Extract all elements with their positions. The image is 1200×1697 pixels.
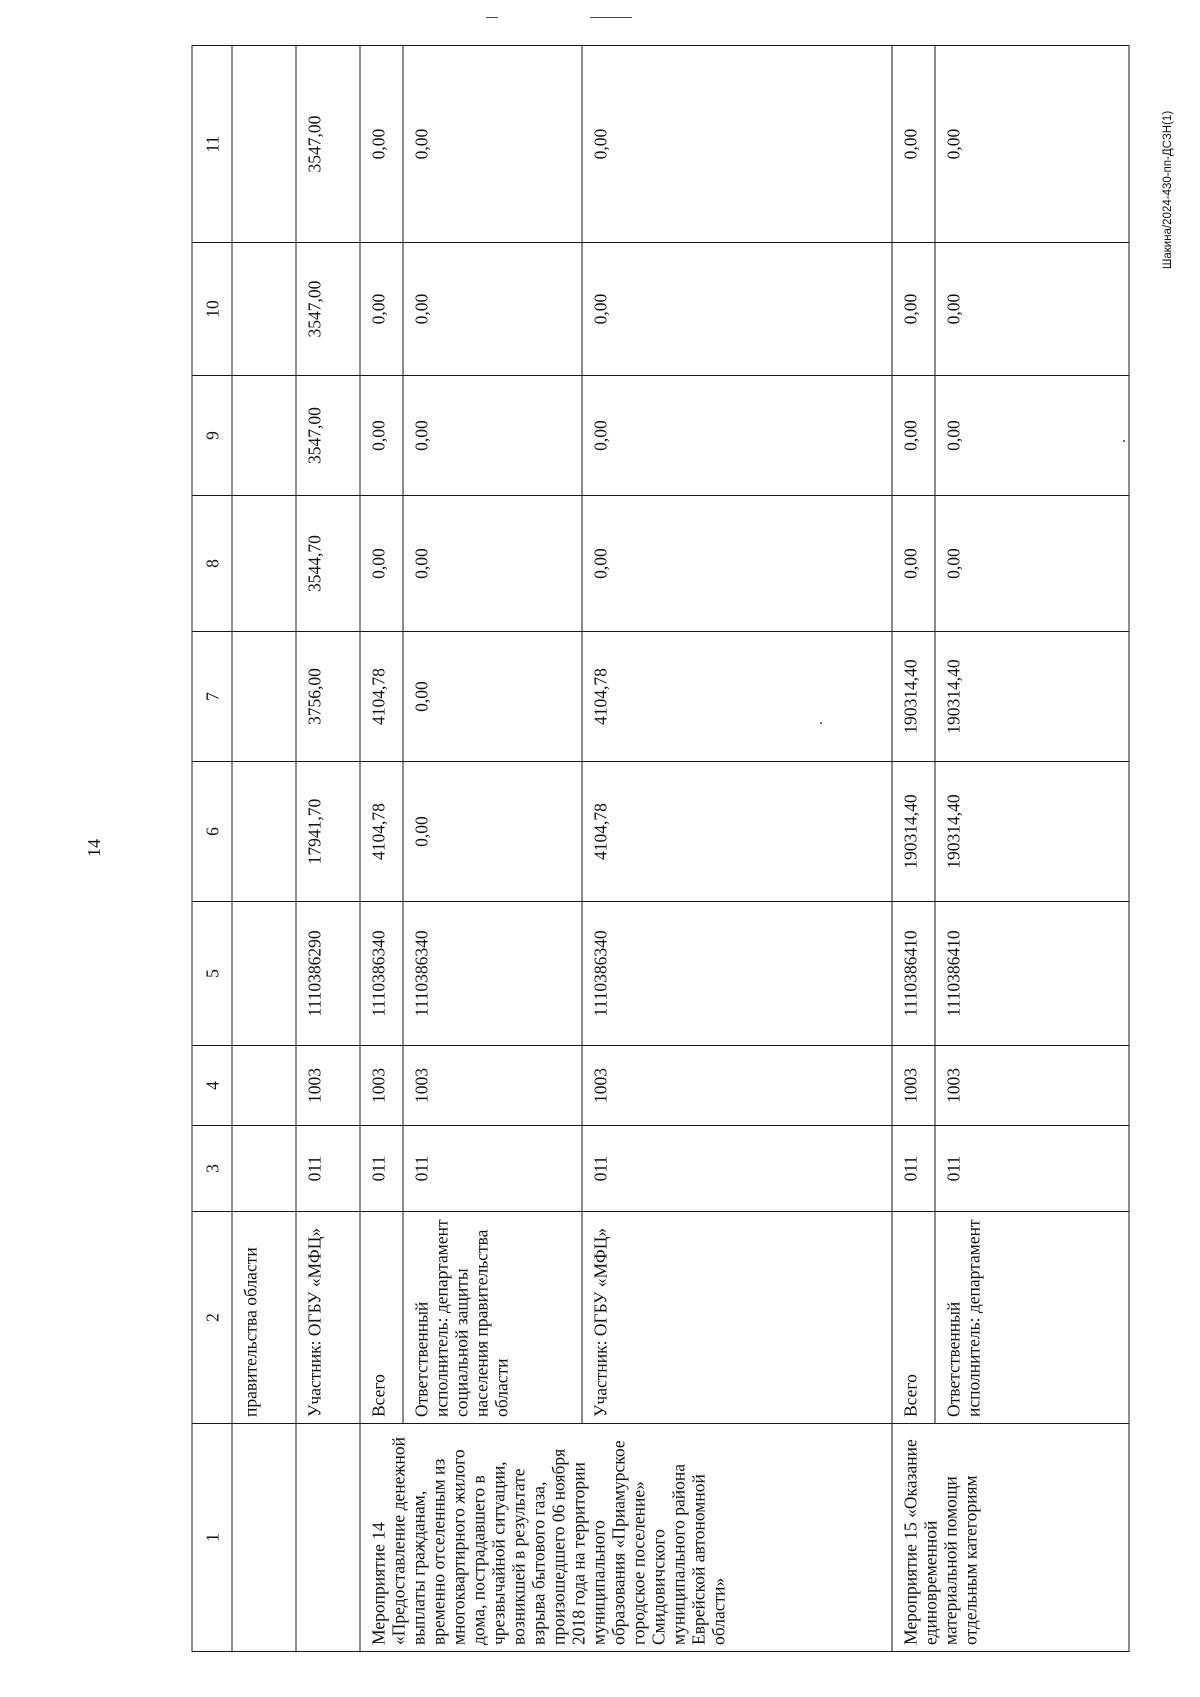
table-cell: 17941,70: [296, 762, 360, 902]
table-cell: 190314,40: [892, 632, 935, 762]
table-cell: 1110386410: [935, 902, 1129, 1046]
table-cell: 011: [935, 1126, 1129, 1212]
table-row: [360, 46, 403, 1652]
table-cell: Мероприятие 14 «Предоставление денежной выплаты гражданам, временно отселенным из многоквартирного жилого дома, пострадавшего в чрезвычайной ситуации, возникшей в результате взрыва бытового газа, произошедшего 06 ноября 2018 года на территории муниципального образования «Приамурское городское поселение» Смидовичского муниципального района Еврейской автономной области»: [360, 1424, 892, 1652]
table-cell: 1003: [935, 1046, 1129, 1126]
table-cell: 4104,78: [360, 762, 403, 902]
table-row: [403, 46, 582, 1652]
header-cell: 11: [192, 46, 232, 243]
table-row: [296, 46, 360, 1652]
rotated-table-container: [192, 46, 1129, 1652]
table-cell: [232, 376, 296, 496]
table-cell: [232, 1126, 296, 1212]
table-cell: [296, 1424, 360, 1652]
table-cell: 011: [892, 1126, 935, 1212]
table-cell: Всего: [892, 1212, 935, 1424]
table-cell: 3756,00: [296, 632, 360, 762]
table-cell: 0,00: [935, 243, 1129, 376]
table-cell: [232, 243, 296, 376]
header-cell: 10: [192, 243, 232, 376]
table-cell: 0,00: [935, 376, 1129, 496]
header-cell: 8: [192, 496, 232, 632]
table-cell: [232, 496, 296, 632]
table-row: [892, 46, 935, 1652]
table-cell: [232, 632, 296, 762]
table-cell: [232, 46, 296, 243]
budget-table: [192, 45, 1130, 1652]
table-cell: 0,00: [403, 496, 582, 632]
table-cell: Участник: ОГБУ «МФЦ»: [296, 1212, 360, 1424]
table-cell: 0,00: [892, 46, 935, 243]
header-cell: 6: [192, 762, 232, 902]
table-cell: 0,00: [935, 46, 1129, 243]
table-row: [935, 46, 1129, 1652]
header-cell: 2: [192, 1212, 232, 1424]
scan-mark: [486, 17, 498, 18]
table-cell: 0,00: [360, 46, 403, 243]
table-cell: 190314,40: [935, 632, 1129, 762]
scan-mark: [590, 17, 632, 18]
table-cell: 0,00: [892, 376, 935, 496]
table-cell: 0,00: [935, 496, 1129, 632]
header-cell: 4: [192, 1046, 232, 1126]
table-row: [232, 46, 296, 1652]
table-cell: 3547,00: [296, 46, 360, 243]
table-cell: правительства области: [232, 1212, 296, 1424]
header-cell: 5: [192, 902, 232, 1046]
table-cell: 190314,40: [935, 762, 1129, 902]
table-cell: 4104,78: [582, 632, 892, 762]
table-cell: 1110386290: [296, 902, 360, 1046]
table-cell: 4104,78: [360, 632, 403, 762]
table-cell: 0,00: [360, 376, 403, 496]
header-cell: 3: [192, 1126, 232, 1212]
table-cell: 1003: [360, 1046, 403, 1126]
table-cell: [232, 902, 296, 1046]
table-cell: 190314,40: [892, 762, 935, 902]
table-cell: [232, 1046, 296, 1126]
table-cell: 1110386340: [403, 902, 582, 1046]
table-cell: 3547,00: [296, 376, 360, 496]
table-cell: Участник: ОГБУ «МФЦ»: [582, 1212, 892, 1424]
table-cell: 011: [360, 1126, 403, 1212]
table-cell: 011: [296, 1126, 360, 1212]
table-cell: 0,00: [892, 496, 935, 632]
header-row: [192, 46, 232, 1652]
table-cell: 011: [582, 1126, 892, 1212]
table-cell: 0,00: [403, 46, 582, 243]
table-cell: 3544,70: [296, 496, 360, 632]
header-cell: 9: [192, 376, 232, 496]
table-cell: 0,00: [892, 243, 935, 376]
table-cell: 0,00: [360, 243, 403, 376]
document-code: Шакина/2024-430-пп-ДСЗН(1): [1162, 110, 1174, 270]
table-cell: 1003: [892, 1046, 935, 1126]
table-cell: 0,00: [582, 46, 892, 243]
table-cell: [232, 762, 296, 902]
table-cell: 3547,00: [296, 243, 360, 376]
table-cell: 1110386410: [892, 902, 935, 1046]
table-cell: 0,00: [403, 376, 582, 496]
table-cell: 0,00: [403, 762, 582, 902]
table-cell: Ответственный исполнитель: департамент: [935, 1212, 1129, 1424]
table-cell: 1110386340: [360, 902, 403, 1046]
table-cell: Ответственный исполнитель: департамент социальной защиты населения правительства области: [403, 1212, 582, 1424]
table-cell: 0,00: [582, 376, 892, 496]
table-cell: 0,00: [582, 496, 892, 632]
table-cell: 1110386340: [582, 902, 892, 1046]
table-cell: 0,00: [403, 243, 582, 376]
table-cell: 0,00: [360, 496, 403, 632]
table-row: [582, 46, 892, 1652]
table-cell: 0,00: [582, 243, 892, 376]
table-cell: Всего: [360, 1212, 403, 1424]
table-cell: 4104,78: [582, 762, 892, 902]
table-cell: [232, 1424, 296, 1652]
table-cell: 1003: [296, 1046, 360, 1126]
page-number: 14: [84, 839, 104, 857]
table-cell: 1003: [403, 1046, 582, 1126]
header-cell: 1: [192, 1424, 232, 1652]
table-cell: 1003: [582, 1046, 892, 1126]
table-cell: Мероприятие 15 «Оказание единовременной материальной помощи отдельным категориям: [892, 1424, 1129, 1652]
table-cell: 0,00: [403, 632, 582, 762]
header-cell: 7: [192, 632, 232, 762]
table-cell: 011: [403, 1126, 582, 1212]
